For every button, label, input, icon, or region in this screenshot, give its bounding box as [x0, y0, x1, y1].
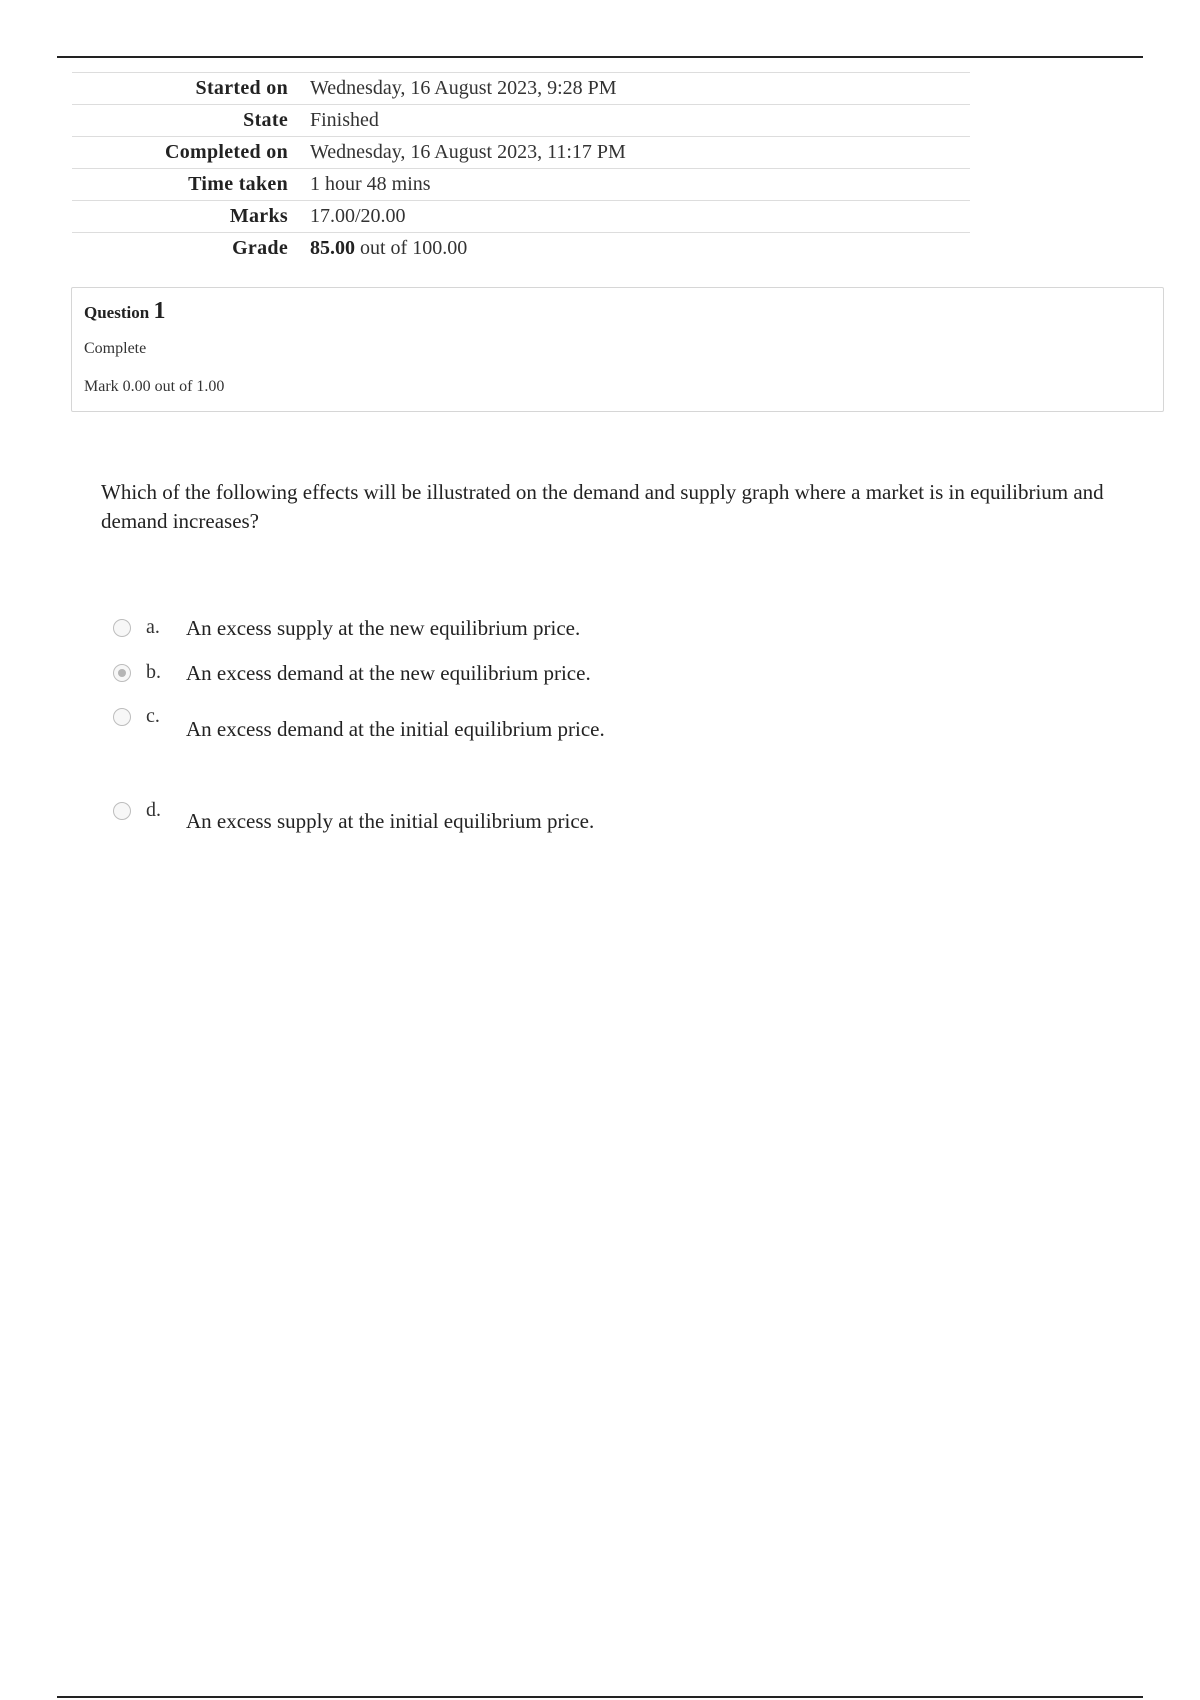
- summary-row-started-on: [72, 73, 970, 105]
- summary-value: [310, 233, 970, 265]
- summary-label: State: [72, 105, 310, 137]
- grade-suffix: out of 100.00: [355, 237, 468, 260]
- summary-value: 1 hour 48 mins: [310, 169, 970, 201]
- option-letter: b.: [146, 661, 161, 683]
- radio-button-selected[interactable]: [113, 664, 131, 682]
- option-letter: a.: [146, 616, 160, 638]
- radio-button[interactable]: [113, 708, 131, 726]
- summary-row-state: [72, 105, 970, 137]
- attempt-summary-table: [72, 72, 970, 265]
- option-text: An excess supply at the initial equilibrium price.: [186, 809, 595, 833]
- grade-value: 85.00: [310, 237, 355, 260]
- answer-option-d[interactable]: [113, 799, 813, 833]
- summary-label: Started on: [72, 73, 310, 105]
- summary-row-marks: [72, 201, 970, 233]
- answer-option-c[interactable]: [113, 705, 813, 741]
- answer-option-b[interactable]: [113, 661, 813, 691]
- summary-label: Time taken: [72, 169, 310, 201]
- summary-label: Marks: [72, 201, 310, 233]
- question-text: Which of the following effects will be illustrated on the demand and supply graph where a market is in equilibrium and demand increases?: [101, 480, 1104, 533]
- question-prefix: Question: [84, 303, 150, 322]
- option-text: An excess supply at the new equilibrium price.: [186, 616, 581, 640]
- question-number: 1: [153, 298, 166, 324]
- summary-value: 17.00/20.00: [310, 201, 970, 233]
- option-letter: d.: [146, 799, 161, 821]
- radio-button[interactable]: [113, 619, 131, 637]
- summary-row-time-taken: [72, 169, 970, 201]
- summary-value: Wednesday, 16 August 2023, 9:28 PM: [310, 73, 970, 105]
- bottom-divider: [57, 1696, 1143, 1698]
- top-divider: [57, 56, 1143, 58]
- summary-row-grade: [72, 233, 970, 265]
- answer-option-a[interactable]: [113, 616, 813, 646]
- question-info-box: [71, 287, 1164, 412]
- radio-button[interactable]: [113, 802, 131, 820]
- summary-value: Finished: [310, 105, 970, 137]
- question-state: Complete: [84, 340, 147, 357]
- option-letter: c.: [146, 705, 160, 727]
- question-heading: [84, 298, 165, 325]
- option-text: An excess demand at the initial equilibrium price.: [186, 717, 605, 741]
- question-mark: Mark 0.00 out of 1.00: [84, 378, 225, 395]
- summary-label: Grade: [72, 233, 310, 265]
- summary-row-completed-on: [72, 137, 970, 169]
- summary-label: Completed on: [72, 137, 310, 169]
- summary-value: Wednesday, 16 August 2023, 11:17 PM: [310, 137, 970, 169]
- option-text: An excess demand at the new equilibrium price.: [186, 661, 591, 685]
